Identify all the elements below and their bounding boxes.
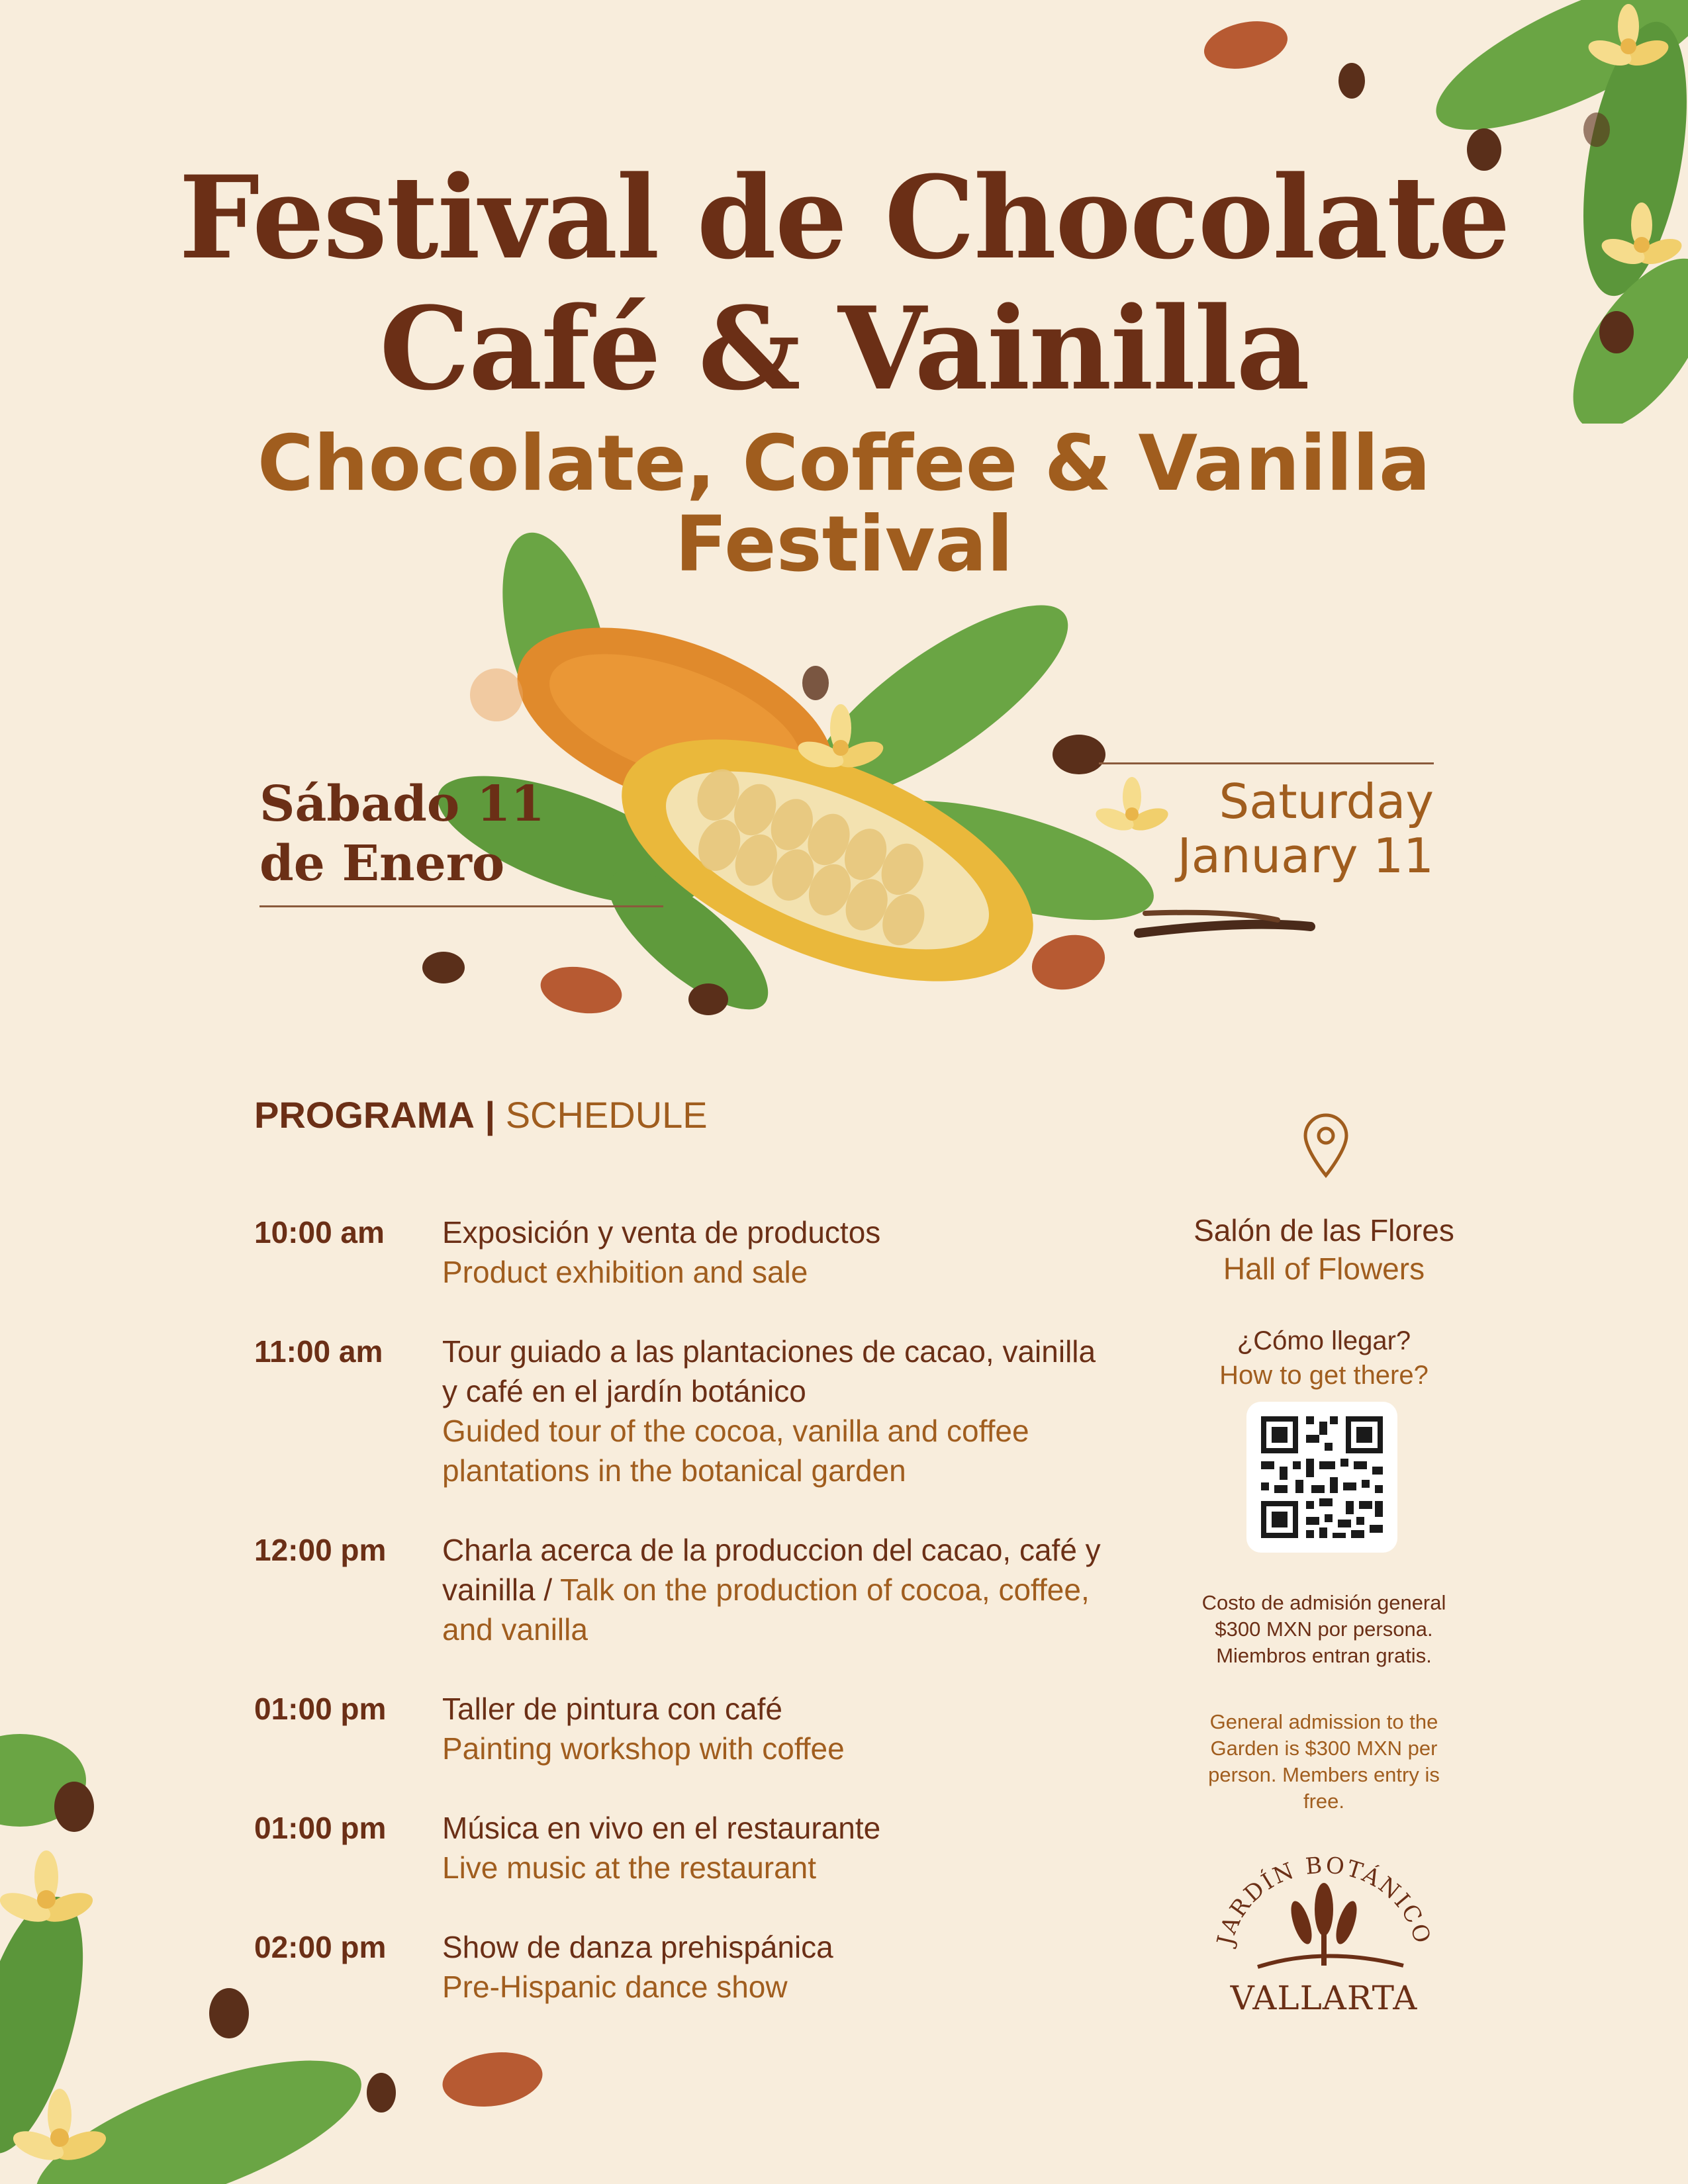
schedule-heading bbox=[254, 1092, 708, 1138]
date-es-line2: de Enero bbox=[259, 835, 505, 892]
schedule-time: 01:00 pm bbox=[254, 1692, 387, 1726]
schedule-desc-en: Product exhibition and sale bbox=[442, 1255, 808, 1289]
directions-prompt-en: How to get there? bbox=[1219, 1361, 1429, 1390]
schedule-item bbox=[254, 1212, 1181, 1292]
schedule-description bbox=[442, 1212, 1184, 1292]
date-divider-right bbox=[1099, 762, 1434, 764]
venue-name-es: Salón de las Flores bbox=[1194, 1213, 1454, 1248]
date-en-line2: January 11 bbox=[1177, 828, 1434, 884]
title-es-line1: Festival de Chocolate bbox=[179, 150, 1509, 285]
schedule-desc-en: Live music at the restaurant bbox=[442, 1850, 817, 1885]
cacao-blur-icon bbox=[470, 668, 523, 721]
title-en-line2: Festival bbox=[675, 500, 1013, 589]
schedule-desc-en: Pre-Hispanic dance show bbox=[442, 1970, 788, 2004]
schedule-desc-en: Guided tour of the cocoa, vanilla and coffee plantations in the botanical garden bbox=[442, 1414, 1029, 1488]
date-en-line1: Saturday bbox=[1219, 774, 1434, 829]
coffee-bean-icon bbox=[1583, 113, 1610, 147]
coffee-bean-icon bbox=[422, 952, 465, 983]
vanilla-flower-icon bbox=[0, 1850, 97, 1928]
jardin-botanico-logo bbox=[1205, 1846, 1443, 1979]
schedule-heading-separator: | bbox=[485, 1094, 496, 1136]
schedule-desc-es: Exposición y venta de productos bbox=[442, 1215, 881, 1250]
admission-info-es: Costo de admisión general $300 MXN por persona. Miembros entran gratis. bbox=[1201, 1591, 1446, 1667]
date-es-line1: Sábado 11 bbox=[259, 776, 545, 833]
qr-code-icon bbox=[1246, 1402, 1397, 1553]
coffee-bean-icon bbox=[688, 983, 728, 1015]
schedule-desc-es: Taller de pintura con café bbox=[442, 1692, 782, 1726]
schedule-time: 12:00 pm bbox=[254, 1533, 387, 1567]
schedule-desc-es: Charla acerca de la produccion del cacao, café y vainilla / bbox=[442, 1533, 1101, 1607]
schedule-description bbox=[442, 1689, 1184, 1768]
schedule-desc-en: Talk on the production of cocoa, coffee, and vanilla bbox=[442, 1572, 1090, 1647]
schedule-desc-es: Tour guiado a las plantaciones de cacao, vainilla y café en el jardín botánico bbox=[442, 1334, 1096, 1408]
cacao-bean-icon bbox=[439, 2046, 546, 2113]
logo-name: VALLARTA bbox=[1230, 1979, 1418, 2017]
schedule-time: 10:00 am bbox=[254, 1215, 385, 1250]
leaf-icon bbox=[19, 2029, 378, 2184]
directions-prompt-es: ¿Cómo llegar? bbox=[1237, 1326, 1411, 1355]
title-es-line2: Café & Vainilla bbox=[379, 281, 1309, 416]
schedule-desc-en: Painting workshop with coffee bbox=[442, 1731, 845, 1766]
schedule-desc-es: Show de danza prehispánica bbox=[442, 1930, 833, 1964]
vanilla-pod-icon bbox=[1139, 925, 1311, 933]
venue-name-en: Hall of Flowers bbox=[1223, 1251, 1425, 1286]
event-date-english bbox=[1112, 774, 1434, 883]
event-date-spanish bbox=[259, 774, 604, 893]
schedule-description bbox=[442, 1808, 1184, 1888]
schedule-item bbox=[254, 1808, 1181, 1888]
schedule-heading-en: SCHEDULE bbox=[505, 1094, 708, 1136]
schedule-desc-es: Música en vivo en el restaurante bbox=[442, 1811, 881, 1845]
schedule-description bbox=[442, 1927, 1184, 2007]
logo-arc-text: JARDÍN BOTÁNICO bbox=[1211, 1852, 1436, 1948]
cacao-bean-icon bbox=[1199, 14, 1291, 75]
schedule-time: 01:00 pm bbox=[254, 1811, 387, 1845]
coffee-bean-icon bbox=[1338, 63, 1365, 99]
coffee-bean-icon bbox=[1053, 735, 1105, 774]
cacao-bean-icon bbox=[1026, 927, 1111, 997]
admission-info-en: General admission to the Garden is $300 MXN per person. Members entry is free. bbox=[1208, 1710, 1440, 1813]
cacao-bean-icon bbox=[537, 961, 626, 1019]
festival-title-spanish bbox=[0, 152, 1688, 414]
coffee-bean-icon bbox=[54, 1782, 94, 1832]
date-divider-left bbox=[259, 905, 663, 907]
title-en-line1: Chocolate, Coffee & Vanilla bbox=[257, 419, 1431, 508]
schedule-heading-es: PROGRAMA bbox=[254, 1094, 475, 1136]
wheat-icon bbox=[1287, 1883, 1361, 1966]
schedule-description bbox=[442, 1530, 1104, 1649]
schedule-time: 02:00 pm bbox=[254, 1930, 387, 1964]
schedule-item bbox=[254, 1332, 1181, 1490]
coffee-bean-icon bbox=[209, 1988, 249, 2038]
location-pin-icon bbox=[1301, 1112, 1350, 1178]
coffee-bean-icon bbox=[802, 666, 829, 700]
schedule-description bbox=[442, 1332, 1104, 1490]
coffee-bean-icon bbox=[367, 2073, 396, 2113]
schedule-item bbox=[254, 1927, 1181, 2007]
directions-qr-code[interactable] bbox=[1246, 1402, 1397, 1553]
schedule-time: 11:00 am bbox=[254, 1334, 383, 1369]
schedule-item bbox=[254, 1530, 1181, 1649]
schedule-item bbox=[254, 1689, 1181, 1768]
